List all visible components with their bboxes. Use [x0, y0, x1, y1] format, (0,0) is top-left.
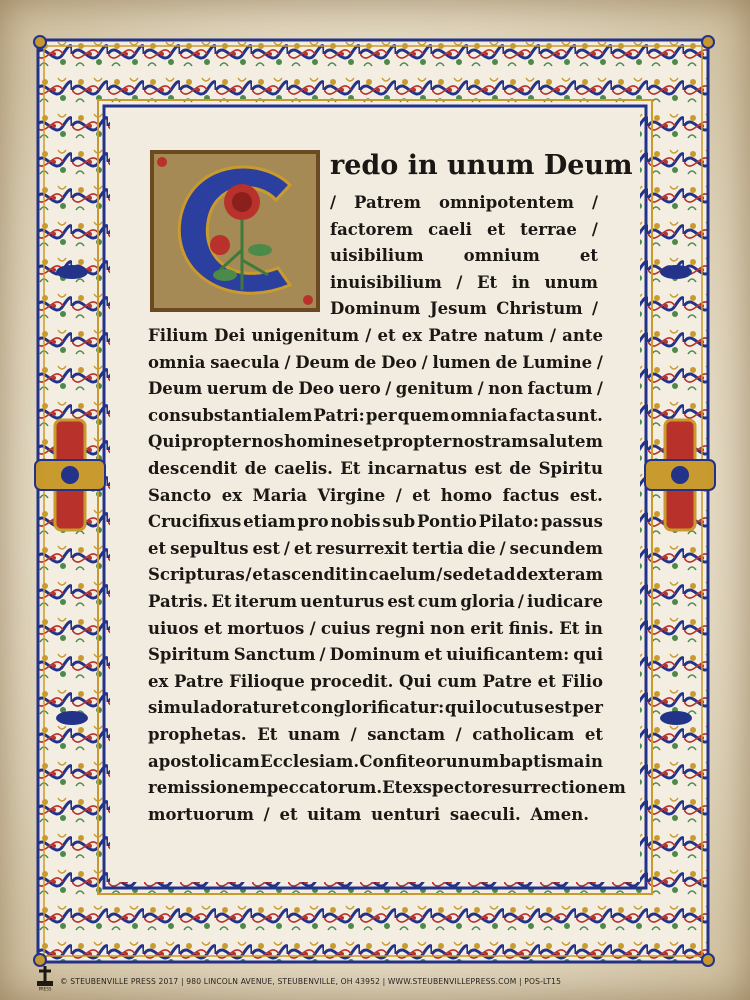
- text-line: Dominum Jesum Christum /: [330, 299, 598, 319]
- text-line: Qui propter nos homines et propter nostram salutem: [148, 432, 603, 452]
- text-line: inuisibilium / Et in unum: [330, 272, 598, 292]
- text-line: / Patrem omnipotentem /: [330, 193, 598, 212]
- text-line: Scripturas / et ascendit in caelum / sedet ad dexteram: [148, 565, 603, 585]
- page-title: redo in unum Deum: [330, 150, 633, 181]
- text-line: Spiritum Sanctum / Dominum et uiuificantem: qui: [148, 645, 603, 665]
- text-line: Patris. Et iterum uenturus est cum gloria / iudicare: [148, 592, 603, 611]
- text-line: prophetas. Et unam / sanctam / catholicam et: [148, 725, 603, 744]
- text-line: remissionem peccatorum. Et exspecto resurrectionem: [148, 778, 626, 798]
- text-line: apostolicam Ecclesiam. Confiteor unum baptisma in: [148, 751, 603, 771]
- text-line: uisibilium omnium et: [330, 246, 598, 266]
- text-line: consubstantialem Patri: per quem omnia facta sunt.: [148, 405, 603, 425]
- text-line: omnia saecula / Deum de Deo / lumen de Lumine /: [148, 352, 603, 372]
- text-line: et sepultus est / et resurrexit tertia die / secundem: [148, 538, 603, 558]
- text-line: descendit de caelis. Et incarnatus est de Spiritu: [148, 459, 603, 478]
- illuminated-initial: [150, 150, 320, 312]
- text-line: Crucifixus etiam pro nobis sub Pontio Pilato: passus: [148, 512, 603, 532]
- text-line: factorem caeli et terrae /: [330, 219, 598, 239]
- text-line: simul adoratur et conglorificatur: qui locutus est per: [148, 698, 603, 718]
- text-line: ex Patre Filioque procedit. Qui cum Patre et Filio: [148, 671, 603, 691]
- press-logo-icon: [35, 965, 55, 991]
- text-line: Sancto ex Maria Virgine / et homo factus est.: [148, 485, 603, 505]
- text-line: Deum uerum de Deo uero / genitum / non factum /: [148, 379, 603, 399]
- footer-credits: © STEUBENVILLE PRESS 2017 | 980 LINCOLN AVENUE, STEUBENVILLE, OH 43952 | WWW.STEUBENVILLEPRESS.COM | POS-LT15: [60, 977, 562, 986]
- text-line: uiuos et mortuos / cuius regni non erit finis. Et in: [148, 618, 603, 638]
- text-line: Filium Dei unigenitum / et ex Patre natum / ante: [148, 326, 603, 345]
- text-line: mortuorum / et uitam uenturi saeculi. Amen.: [148, 804, 589, 824]
- press-logo-label: PRESS: [38, 986, 52, 991]
